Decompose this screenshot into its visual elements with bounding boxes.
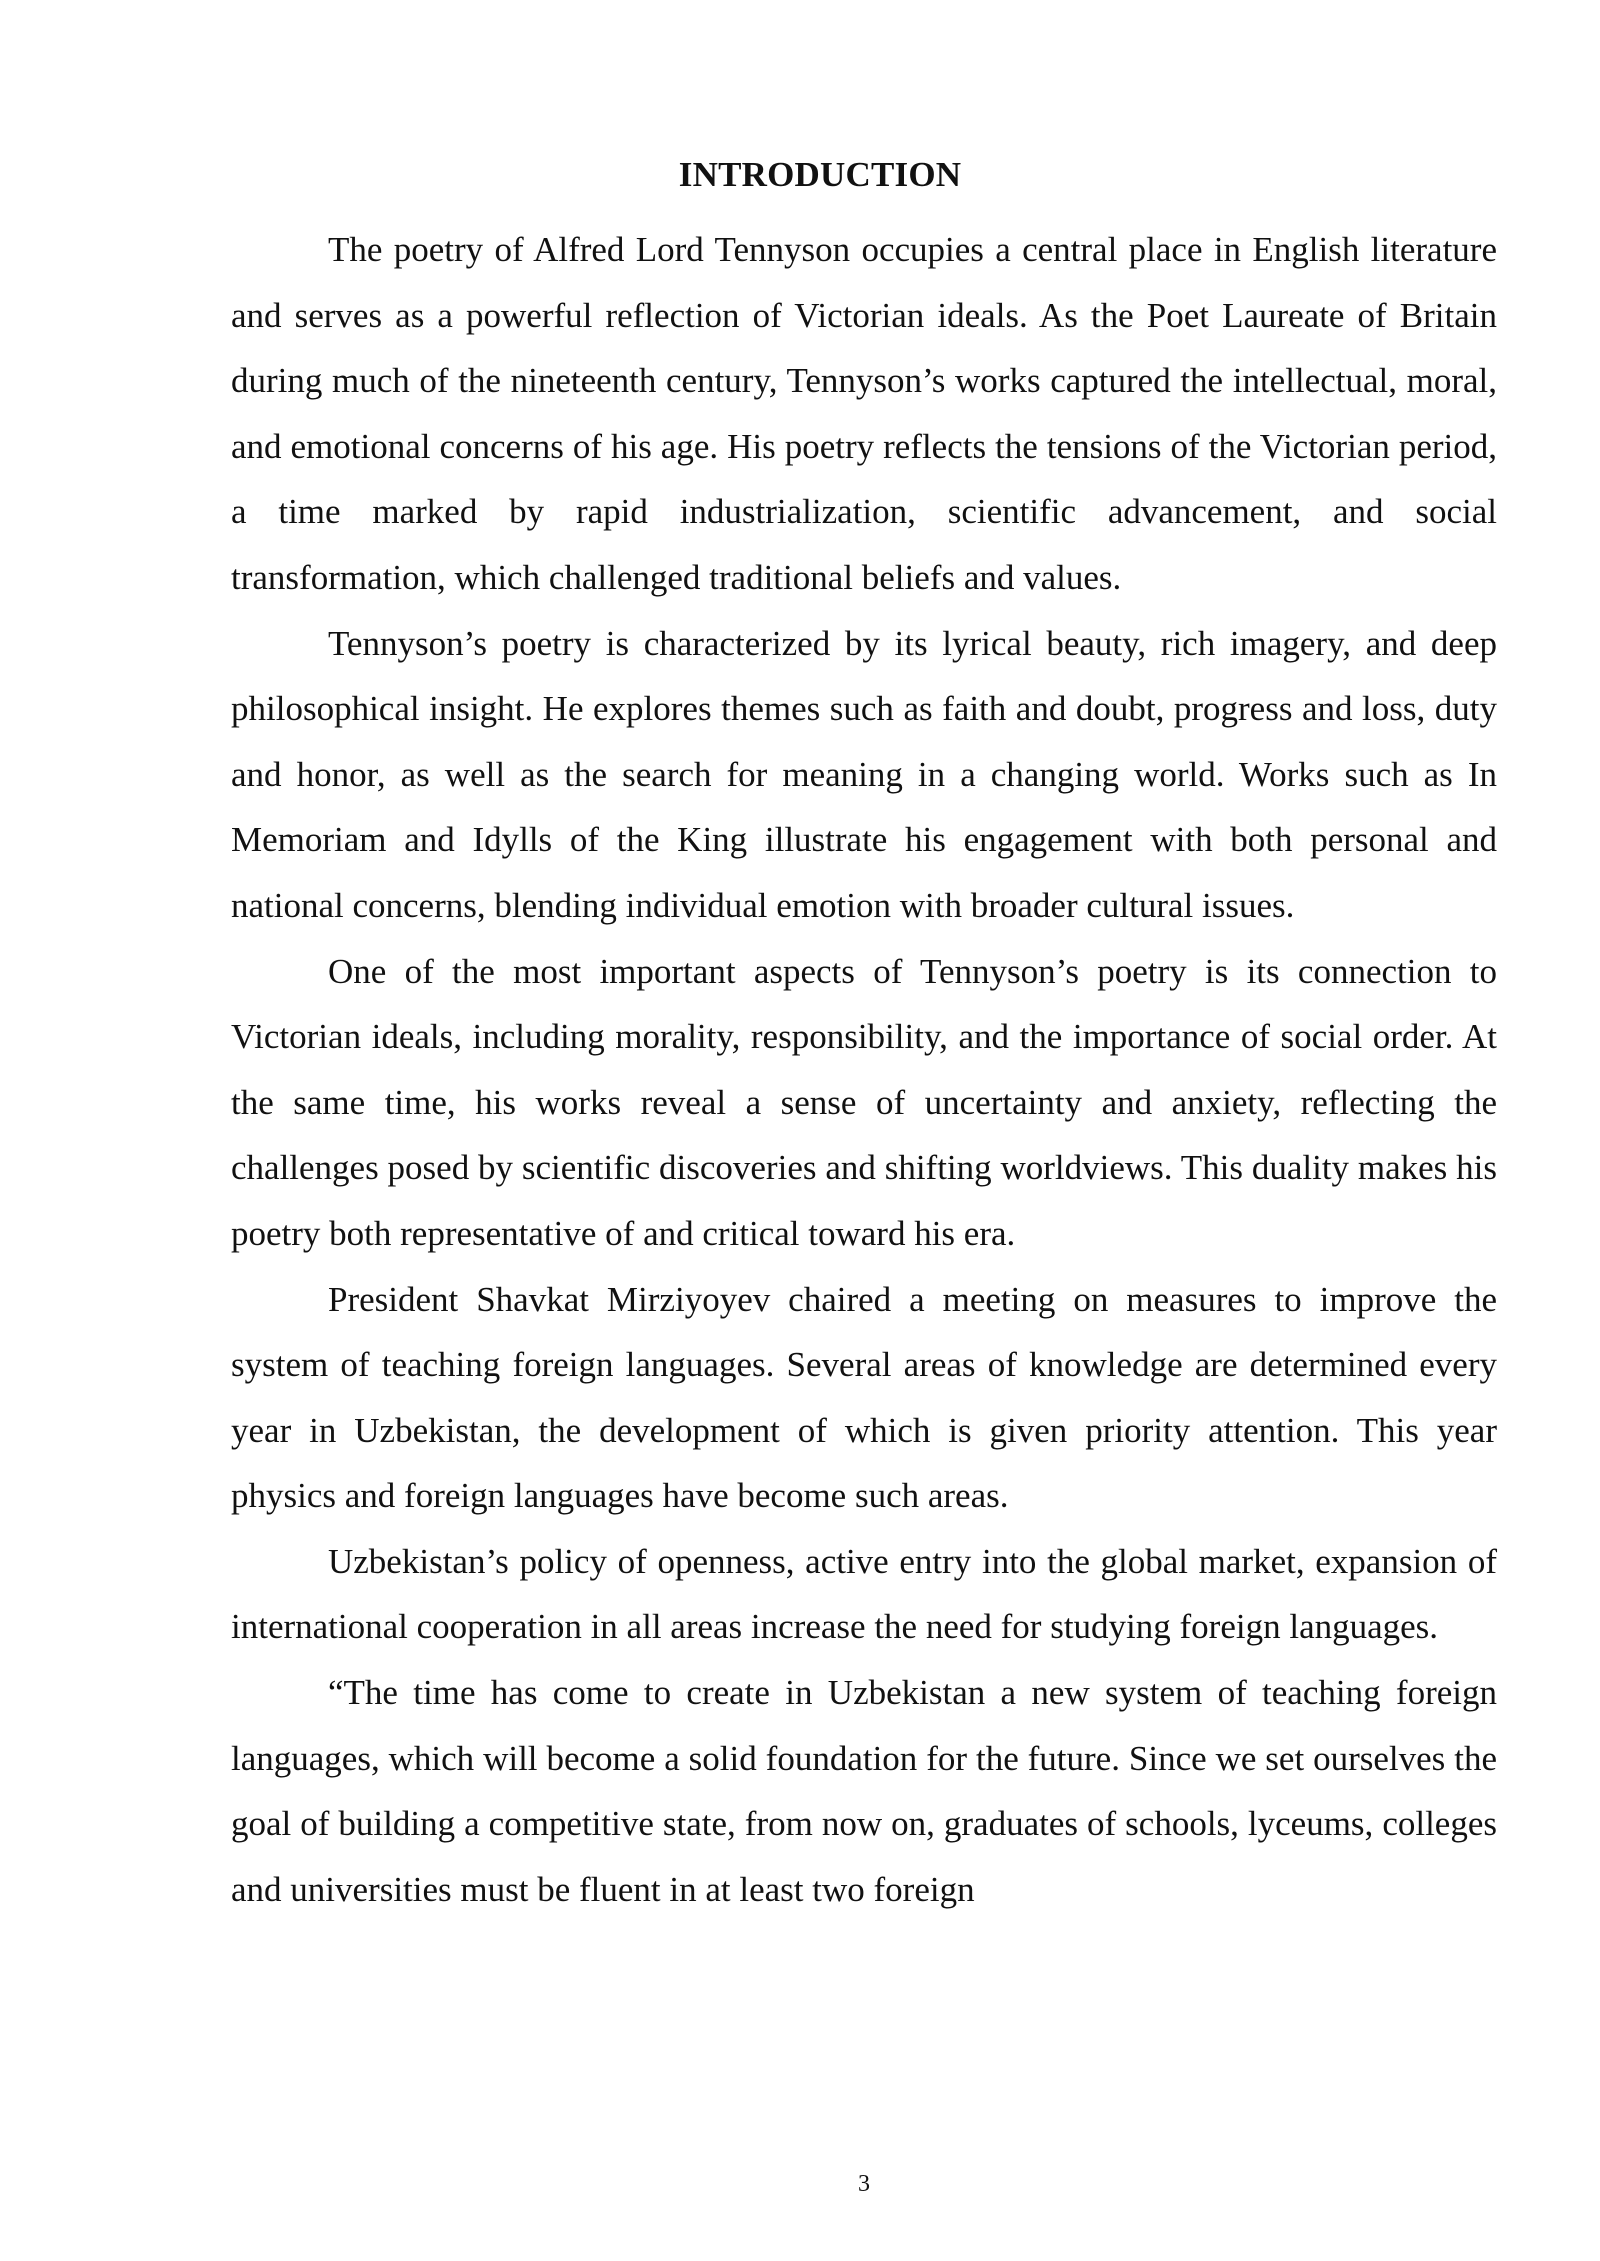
body-text: [231, 217, 1497, 1922]
paragraph-president-meeting: President Shavkat Mirziyoyev chaired a meeting on measures to improve the system of teaching foreign languages. Several areas of knowledge are determined every year in Uzbekistan, the development of which is given priority attention. This year physics and foreign languages have become such areas.: [231, 1279, 1497, 1516]
paragraph-tennyson-intro: The poetry of Alfred Lord Tennyson occupies a central place in English literature and serves as a powerful reflection of Victorian ideals. As the Poet Laureate of Britain during much of the nineteenth century, Tennyson’s works captured the intellectual, moral, and emotional concerns of his age. His poetry reflects the tensions of the Victorian period, a time marked by rapid industrialization, scientific advancement, and social transformation, which challenged traditional beliefs and values.: [231, 230, 1497, 597]
paragraph-quote: “The time has come to create in Uzbekistan a new system of teaching foreign languages, which will become a solid foundation for the future. Since we set ourselves the goal of building a competitive state, from now on, graduates of schools, lyceums, colleges and universities must be fluent in at least two foreign: [231, 1673, 1497, 1909]
section-heading: INTRODUCTION: [678, 155, 962, 194]
paragraph-openness-policy: Uzbekistan’s policy of openness, active entry into the global market, expansion of international cooperation in all areas increase the need for studying foreign languages.: [231, 1541, 1497, 1647]
paragraph-tennyson-themes: Tennyson’s poetry is characterized by its lyrical beauty, rich imagery, and deep philosophical insight. He explores themes such as faith and doubt, progress and loss, duty and honor, as well as the search for meaning in a changing world. Works such as In Memoriam and Idylls of the King illustrate his engagement with both personal and national concerns, blending individual emotion with broader cultural issues.: [231, 623, 1497, 925]
page-number: 3: [858, 2171, 870, 2197]
paragraph-victorian-ideals: One of the most important aspects of Tennyson’s poetry is its connection to Victorian ideals, including morality, responsibility, and the importance of social order. At the same time, his works reveal a sense of uncertainty and anxiety, reflecting the challenges posed by scientific discoveries and shifting worldviews. This duality makes his poetry both representative of and critical toward his era.: [231, 951, 1497, 1253]
